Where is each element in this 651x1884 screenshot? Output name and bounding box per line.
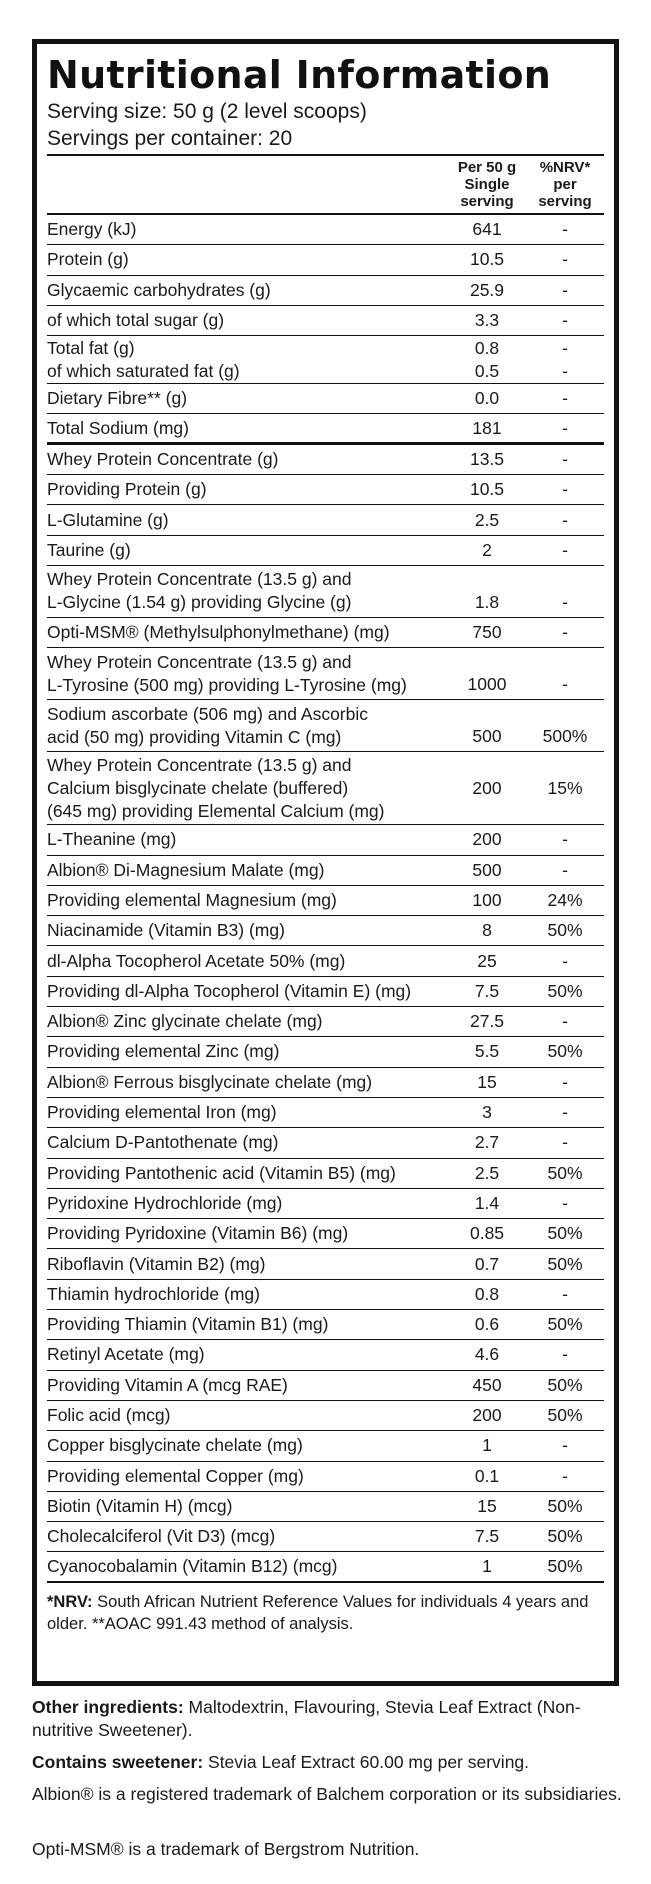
nrv-value: - <box>562 509 568 530</box>
table-row <box>47 1280 604 1310</box>
nrv-value: 50% <box>547 1253 583 1274</box>
table-row <box>47 336 604 384</box>
nrv-column-header: %NRV* per serving <box>538 159 592 210</box>
per-serving-value: 0.7 <box>474 1253 500 1274</box>
other-ingredients: Other ingredients: Maltodextrin, Flavouring, Stevia Leaf Extract (Non-nutritive Sweetener). <box>32 1697 581 1740</box>
per-serving-value: 0.1 <box>474 1465 500 1486</box>
nrv-value: 50% <box>547 1041 583 1062</box>
table-row <box>47 1159 604 1189</box>
table-row <box>47 306 604 336</box>
per-serving-value: 0.0 <box>474 388 500 409</box>
per-serving-value: 1 <box>482 1435 492 1456</box>
table-row <box>47 886 604 916</box>
nrv-value: 50% <box>547 1374 583 1395</box>
nutrient-name: Providing elemental Copper (mg) <box>47 1465 304 1486</box>
nrv-value: 50% <box>547 1314 583 1335</box>
nutrient-name: Albion® Zinc glycinate chelate (mg) <box>47 1011 323 1032</box>
per-serving-value: 200 <box>472 1405 502 1426</box>
nutrient-name: Providing Vitamin A (mcg RAE) <box>47 1374 288 1395</box>
nutrient-name: Niacinamide (Vitamin B3) (mg) <box>47 920 285 941</box>
per-serving-value: 15 <box>477 1071 497 1092</box>
sweetener-note: Contains sweetener: Stevia Leaf Extract 60.00 mg per serving. <box>32 1752 530 1772</box>
table-row <box>47 475 604 505</box>
nrv-value: 50% <box>547 980 583 1001</box>
nutrient-name: Providing elemental Magnesium (mg) <box>47 890 337 910</box>
table-row <box>47 215 604 245</box>
nutrient-name: Whey Protein Concentrate (13.5 g) and Calcium bisglycinate chelate (buffered) (645 mg) providing Elemental Calcium (mg) <box>47 754 385 821</box>
table-row <box>47 1098 604 1128</box>
table-row <box>47 1340 604 1370</box>
nrv-value: 50% <box>547 1405 583 1426</box>
table-row <box>47 825 604 855</box>
per-serving-value: 181 <box>472 417 502 438</box>
table-row <box>47 1128 604 1158</box>
nutrient-name: Opti-MSM® (Methylsulphonylmethane) (mg) <box>47 622 390 643</box>
nutrient-name: Providing Pyridoxine (Vitamin B6) (mg) <box>47 1223 349 1244</box>
nrv-value: 50% <box>547 1223 583 1244</box>
table-row <box>47 648 604 700</box>
nrv-value: - <box>562 1011 568 1032</box>
nrv-value: - <box>562 219 568 240</box>
per-serving-value: 0.8 0.5 <box>474 337 500 381</box>
table-row <box>47 1431 604 1461</box>
table-row <box>47 566 604 618</box>
per-serving-value: 0.85 <box>469 1223 505 1244</box>
table-row <box>47 1371 604 1401</box>
nrv-footnote: *NRV: South African Nutrient Reference Values for individuals 4 years and older. **AOAC 991.43 method of analysis. <box>47 1592 589 1633</box>
table-row <box>47 1492 604 1522</box>
table-row <box>47 752 604 825</box>
nrv-value: - <box>562 829 568 850</box>
nrv-value: 50% <box>547 1495 583 1516</box>
nutrient-name: Total Sodium (mg) <box>47 417 189 438</box>
nutrient-name: Riboflavin (Vitamin B2) (mg) <box>47 1253 266 1274</box>
table-row <box>47 536 604 566</box>
nutrient-name: Providing Protein (g) <box>47 479 207 500</box>
servings-per-container: Servings per container: 20 <box>47 127 293 150</box>
nutrient-name: Albion® Di-Magnesium Malate (mg) <box>47 859 325 880</box>
column-header-row <box>47 156 604 215</box>
per-serving-column-header: Per 50 g Single serving <box>457 159 517 210</box>
nutrient-name: Providing dl-Alpha Tocopherol (Vitamin E) (mg) <box>47 980 412 1001</box>
per-serving-value: 27.5 <box>469 1011 505 1032</box>
per-serving-value: 10.5 <box>469 479 505 500</box>
nutrient-name: L-Theanine (mg) <box>47 829 177 850</box>
nutrient-name: Copper bisglycinate chelate (mg) <box>47 1435 303 1456</box>
per-serving-value: 450 <box>472 1374 502 1395</box>
per-serving-value: 5.5 <box>474 1041 500 1062</box>
nutrient-name: Albion® Ferrous bisglycinate chelate (mg) <box>47 1071 373 1092</box>
per-serving-value: 25.9 <box>469 279 505 300</box>
table-row <box>47 977 604 1007</box>
nutrient-name: Whey Protein Concentrate (13.5 g) and L-Tyrosine (500 mg) providing L-Tyrosine (mg) <box>47 651 407 695</box>
nutrition-panel <box>32 39 619 1686</box>
per-serving-value: 200 <box>472 829 502 850</box>
nrv-value: - <box>562 448 568 469</box>
table-row <box>47 1068 604 1098</box>
nutrient-name: Providing elemental Iron (mg) <box>47 1102 277 1123</box>
nrv-value: 15% <box>547 777 583 798</box>
nutrient-table <box>47 215 604 1583</box>
nrv-value: - <box>562 1344 568 1365</box>
nutrient-name: of which total sugar (g) <box>47 310 225 331</box>
table-row <box>47 1552 604 1582</box>
per-serving-value: 2.7 <box>474 1132 500 1153</box>
nrv-value: - <box>562 417 568 438</box>
panel-title: Nutritional Information <box>47 53 552 97</box>
per-serving-value: 200 <box>472 777 502 798</box>
nrv-value: - <box>562 388 568 409</box>
nutrient-name: Folic acid (mcg) <box>47 1405 171 1426</box>
nrv-value: - <box>562 1465 568 1486</box>
nutrient-name: dl-Alpha Tocopherol Acetate 50% (mg) <box>47 950 346 971</box>
nrv-value: - <box>562 1283 568 1304</box>
per-serving-value: 1000 <box>467 674 507 695</box>
albion-trademark: Albion® is a registered trademark of Balchem corporation or its subsidiaries. <box>32 1784 622 1804</box>
table-row <box>47 856 604 886</box>
per-serving-value: 4.6 <box>474 1344 500 1365</box>
nrv-value: 50% <box>547 1526 583 1547</box>
per-serving-value: 13.5 <box>469 448 505 469</box>
nrv-value: - <box>562 539 568 560</box>
table-row <box>47 505 604 535</box>
nutrient-name: Glycaemic carbohydrates (g) <box>47 279 271 300</box>
per-serving-value: 15 <box>477 1495 497 1516</box>
nrv-value: - <box>562 1435 568 1456</box>
nrv-value: - <box>562 1132 568 1153</box>
per-serving-value: 750 <box>472 622 502 643</box>
nutrient-name: Providing Pantothenic acid (Vitamin B5) (mg) <box>47 1162 396 1183</box>
nutrient-name: L-Glutamine (g) <box>47 509 169 530</box>
nrv-value: 50% <box>547 1556 583 1577</box>
per-serving-value: 100 <box>472 890 502 910</box>
nrv-value: 50% <box>547 920 583 941</box>
per-serving-value: 641 <box>472 219 502 240</box>
nrv-value: 24% <box>547 890 583 910</box>
nutrient-name: Providing Thiamin (Vitamin B1) (mg) <box>47 1314 329 1335</box>
nutrient-name: Whey Protein Concentrate (13.5 g) and L-Glycine (1.54 g) providing Glycine (g) <box>47 569 352 613</box>
per-serving-value: 1.4 <box>474 1192 500 1213</box>
table-row <box>47 946 604 976</box>
table-row <box>47 1249 604 1279</box>
nrv-value: - <box>562 622 568 643</box>
table-row <box>47 618 604 648</box>
nrv-value: - <box>562 310 568 331</box>
nrv-value: - <box>562 279 568 300</box>
nrv-value: - <box>562 674 568 695</box>
nrv-value: - <box>562 1071 568 1092</box>
nrv-value: 500% <box>542 726 588 747</box>
table-row <box>47 1310 604 1340</box>
nrv-value: - <box>562 479 568 500</box>
nutrient-name: Sodium ascorbate (506 mg) and Ascorbic acid (50 mg) providing Vitamin C (mg) <box>47 703 368 747</box>
table-row <box>47 445 604 475</box>
nutrient-name: Providing elemental Zinc (mg) <box>47 1041 280 1062</box>
per-serving-value: 0.8 <box>474 1283 500 1304</box>
table-row <box>47 916 604 946</box>
nutrient-name: Energy (kJ) <box>47 219 137 240</box>
nutrient-name: Taurine (g) <box>47 539 131 560</box>
per-serving-value: 7.5 <box>474 1526 500 1547</box>
table-row <box>47 700 604 752</box>
table-row <box>47 1189 604 1219</box>
per-serving-value: 1 <box>482 1556 492 1577</box>
per-serving-value: 25 <box>477 950 497 971</box>
nutrient-name: Retinyl Acetate (mg) <box>47 1344 205 1365</box>
optimsm-trademark: Opti-MSM® is a trademark of Bergstrom Nutrition. <box>32 1839 420 1859</box>
table-row <box>47 1401 604 1431</box>
nutrient-name: Biotin (Vitamin H) (mcg) <box>47 1495 233 1516</box>
nrv-value: 50% <box>547 1162 583 1183</box>
table-row <box>47 384 604 414</box>
per-serving-value: 0.6 <box>474 1314 500 1335</box>
per-serving-value: 500 <box>472 859 502 880</box>
serving-size: Serving size: 50 g (2 level scoops) <box>47 100 367 123</box>
nrv-value: - <box>562 249 568 270</box>
per-serving-value: 7.5 <box>474 980 500 1001</box>
nrv-value: - <box>562 1102 568 1123</box>
nutrient-name: Calcium D-Pantothenate (mg) <box>47 1132 279 1153</box>
per-serving-value: 3.3 <box>474 310 500 331</box>
per-serving-value: 500 <box>472 726 502 747</box>
per-serving-value: 2 <box>482 539 492 560</box>
nutrient-name: Pyridoxine Hydrochloride (mg) <box>47 1192 283 1213</box>
nutrient-name: Thiamin hydrochloride (mg) <box>47 1283 260 1304</box>
nutrient-name: Cholecalciferol (Vit D3) (mcg) <box>47 1526 276 1547</box>
table-row <box>47 1037 604 1067</box>
table-row <box>47 276 604 306</box>
nrv-value: - <box>562 950 568 971</box>
nutrient-name: Total fat (g) of which saturated fat (g) <box>47 337 240 381</box>
per-serving-value: 10.5 <box>469 249 505 270</box>
table-row <box>47 414 604 444</box>
nutrient-name: Protein (g) <box>47 249 129 270</box>
per-serving-value: 8 <box>482 920 492 941</box>
table-row <box>47 1462 604 1492</box>
nutrient-name: Cyanocobalamin (Vitamin B12) (mcg) <box>47 1556 338 1577</box>
nutrient-name: Whey Protein Concentrate (g) <box>47 448 279 469</box>
per-serving-value: 2.5 <box>474 1162 500 1183</box>
per-serving-value: 1.8 <box>474 591 500 612</box>
nrv-value: - <box>562 1192 568 1213</box>
nrv-value: - <box>562 591 568 612</box>
per-serving-value: 2.5 <box>474 509 500 530</box>
per-serving-value: 3 <box>482 1102 492 1123</box>
table-row <box>47 1219 604 1249</box>
nutrient-name: Dietary Fibre** (g) <box>47 388 188 409</box>
nrv-value: - <box>562 859 568 880</box>
nrv-value: - - <box>562 337 568 381</box>
table-row <box>47 245 604 275</box>
table-row <box>47 1007 604 1037</box>
table-row <box>47 1522 604 1552</box>
